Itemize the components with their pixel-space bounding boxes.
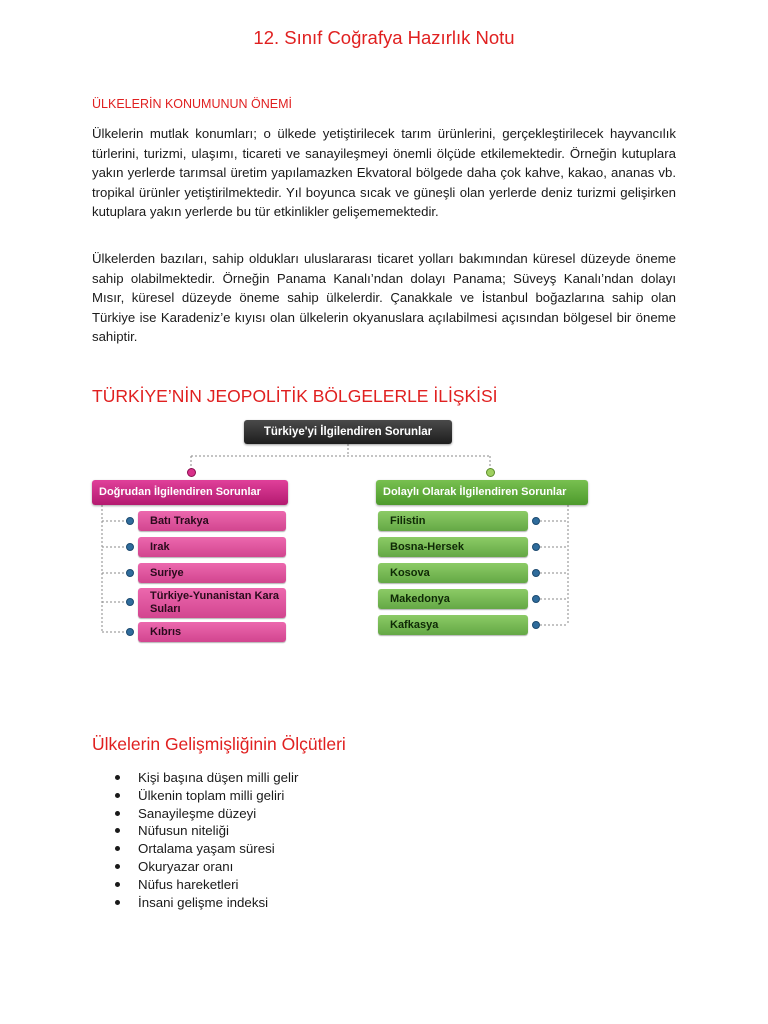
- diagram-root-box: Türkiye'yi İlgilendiren Sorunlar: [244, 420, 452, 444]
- branch-direct-issues: Doğrudan İlgilendiren Sorunlar: [92, 480, 288, 505]
- list-item: Ülkenin toplam milli geliri: [112, 787, 298, 805]
- paragraph-absolute-location: Ülkelerin mutlak konumları; o ülkede yetiştirilecek tarım ürünlerini, gerçekleştirilecek hayvancılık türlerini, turizmi, ulaşımı, ticareti ve sanayileşmeyi önemli ölçüde etkilemektedir. Örneğin kutuplara yakın yerlerde tarımsal üretim yapılamazken Ekvatoral bölgede daha çok kahve, kakao, ananas vb. tropikal ürünler yetiştirilmektedir. Yıl boyunca sıcak ve güneşli olan yerlerde deniz turizmi gelişirken kutuplara yakın yerlerde bu tür etkinlikler gelişememektedir.: [92, 126, 676, 219]
- direct-issue-item: Kıbrıs: [138, 622, 286, 642]
- list-item: Nüfus hareketleri: [112, 876, 298, 894]
- direct-issue-item: Irak: [138, 537, 286, 557]
- development-criteria-list: [112, 769, 298, 911]
- list-item: Okuryazar oranı: [112, 858, 298, 876]
- connector-dot: [126, 569, 134, 577]
- indirect-issue-item: Kosova: [378, 563, 528, 583]
- issues-diagram: [90, 417, 600, 647]
- right-branch-node: [486, 468, 495, 477]
- connector-dot: [126, 628, 134, 636]
- section-heading-development: Ülkelerin Gelişmişliğinin Ölçütleri: [92, 734, 346, 754]
- list-item: Kişi başına düşen milli gelir: [112, 769, 298, 787]
- list-item: Ortalama yaşam süresi: [112, 840, 298, 858]
- list-item: İnsani gelişme indeksi: [112, 894, 298, 912]
- direct-issue-item: Türkiye-Yunanistan Kara Suları: [138, 588, 286, 618]
- branch-indirect-issues: Dolaylı Olarak İlgilendiren Sorunlar: [376, 480, 588, 505]
- list-item: Nüfusun niteliği: [112, 822, 298, 840]
- list-item: Sanayileşme düzeyi: [112, 805, 298, 823]
- paragraph-trade-routes: Ülkelerden bazıları, sahip oldukları uluslararası ticaret yolları bakımından küresel düzeyde öneme sahip olabilmektedir. Örneğin Panama Kanalı’ndan dolayı Panama; Süveyş Kanalı’ndan dolayı Mısır, küresel düzeyde öneme sahip ülkelerdir. Çanakkale ve İstanbul boğazlarına sahip olan Türkiye ise Karadeniz’e kıyısı olan ülkelerin okyanuslara açılabilmesi açısından bölgesel bir öneme sahiptir.: [92, 251, 676, 344]
- connector-dot: [126, 598, 134, 606]
- connector-dot: [532, 621, 540, 629]
- connector-dot: [532, 595, 540, 603]
- direct-issue-item: Suriye: [138, 563, 286, 583]
- indirect-issue-item: Bosna-Hersek: [378, 537, 528, 557]
- left-branch-node: [187, 468, 196, 477]
- connector-dot: [532, 517, 540, 525]
- document-title: 12. Sınıf Coğrafya Hazırlık Notu: [253, 27, 515, 48]
- connector-dot: [126, 543, 134, 551]
- indirect-issue-item: Filistin: [378, 511, 528, 531]
- indirect-issue-item: Kafkasya: [378, 615, 528, 635]
- indirect-issue-item: Makedonya: [378, 589, 528, 609]
- direct-issue-item: Batı Trakya: [138, 511, 286, 531]
- connector-dot: [532, 543, 540, 551]
- connector-dot: [126, 517, 134, 525]
- section-heading-location: ÜLKELERİN KONUMUNUN ÖNEMİ: [92, 97, 293, 111]
- section-heading-geopolitics: TÜRKİYE’NİN JEOPOLİTİK BÖLGELERLE İLİŞKİSİ: [92, 386, 498, 406]
- connector-dot: [532, 569, 540, 577]
